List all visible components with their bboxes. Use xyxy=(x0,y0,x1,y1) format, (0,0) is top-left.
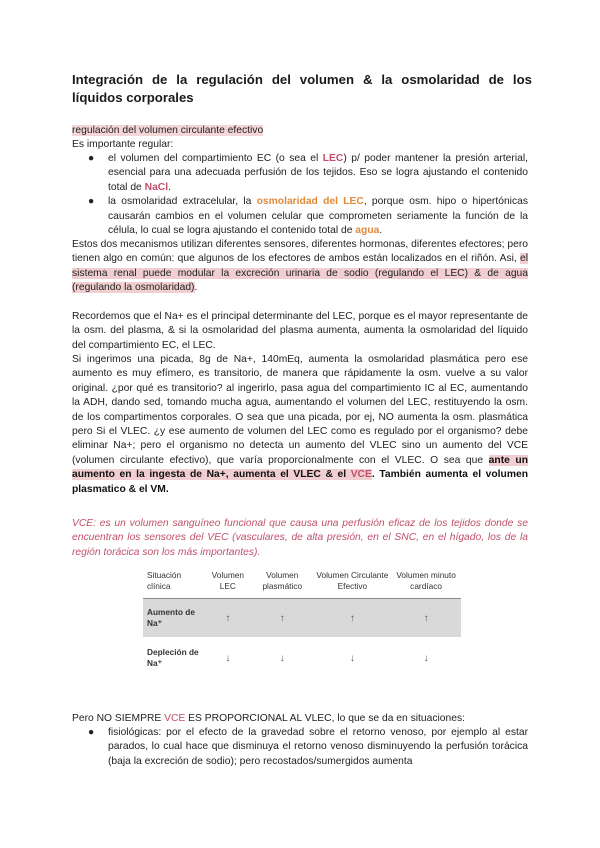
keyword-lec: LEC xyxy=(322,153,344,164)
section-heading-text: regulación del volumen circulante efectivo xyxy=(72,125,264,136)
highlight-renal: el sistema renal puede modular la excreción urinaria de sodio (regulando el LEC) & de agua (regulando la osmolaridad) xyxy=(72,253,528,294)
list-item: ● la osmolaridad extracelular, la osmolaridad del LEC, porque osm. hipo o hipertónicas causarán cambios en el volumen celular que comprometen seriamente la función de la célula, lo cual se logra ajustando el contenido total de agua. xyxy=(88,196,528,237)
arrow-down-icon: ↓ xyxy=(423,652,429,664)
paragraph-mechanisms: Estos dos mecanismos utilizan diferentes sensores, diferentes hormonas, diferentes efectores; pero tienen algo en común: que algunos de los efectores de ambos están localizados en el riñón. Asi, el sistema renal puede modular la excreción urinaria de sodio (regulando el LEC) & de agua (regulando la osmolaridad). xyxy=(72,239,528,294)
arrow-down-icon: ↓ xyxy=(279,652,285,664)
row-label: Aumento de Na⁺ xyxy=(143,599,205,638)
intro-text: Es importante regular: xyxy=(72,139,174,150)
bullet-list-regulation xyxy=(88,152,528,238)
keyword-osmolaridad: osmolaridad del LEC xyxy=(256,196,364,208)
keyword-nacl: NaCl xyxy=(144,181,169,193)
arrow-up-icon: ↑ xyxy=(314,599,392,638)
clinical-table xyxy=(143,568,461,679)
arrow-up-icon: ↑ xyxy=(251,599,314,638)
arrow-up-icon: ↑ xyxy=(205,599,251,638)
row-label: Depleción de Na⁺ xyxy=(147,647,199,668)
bullet-icon: ● xyxy=(88,727,95,738)
paragraph-no-siempre: Pero NO SIEMPRE VCE ES PROPORCIONAL AL VLEC, lo que se da en situaciones: xyxy=(72,713,465,724)
vce-definition: VCE: es un volumen sanguíneo funcional que causa una perfusión eficaz de los tejidos donde se encuentran los sensores del VEC (vasculares, de alta presión, en el SNC, en el hígado, los de la región torácica son los más importantes). xyxy=(72,518,528,558)
arrow-down-icon: ↓ xyxy=(349,652,355,664)
table-row xyxy=(143,599,461,638)
paragraph-sodium: Recordemos que el Na+ es el principal determinante del LEC, porque es el mayor representante de la osm. del plasma, & si la osmolaridad del plasma aumenta, aumenta la osmolaridad del líquido del compartimiento EC, el LEC. xyxy=(72,311,528,351)
table-header: Volumen plasmático xyxy=(262,570,303,591)
keyword-agua: agua xyxy=(355,225,380,237)
arrow-up-icon: ↑ xyxy=(391,599,461,638)
bullet-icon: ● xyxy=(88,153,95,164)
bullet-icon: ● xyxy=(88,196,95,208)
bullet-list-situations xyxy=(88,726,528,769)
arrow-down-icon: ↓ xyxy=(225,652,231,664)
table-header: Volumen Circulante Efectivo xyxy=(316,570,389,591)
table-header: Situación clínica xyxy=(147,570,182,591)
table-header: Volumen LEC xyxy=(211,570,244,591)
list-item: ● el volumen del compartimiento EC (o sea el LEC) p/ poder mantener la presión arterial, esencial para una adecuada perfusión de los tejidos. Eso se logra ajustando el contenido total de NaCl. xyxy=(88,153,529,193)
table-header-row xyxy=(143,568,461,599)
table-header: Volumen minuto cardíaco xyxy=(396,570,456,591)
section-heading xyxy=(72,124,528,138)
keyword-vce-inline: VCE xyxy=(164,713,186,724)
highlight-aumento: ante un aumento en la ingesta de Na+, aumenta el VLEC & el xyxy=(72,454,529,481)
table-row xyxy=(143,637,461,679)
document-title: Integración de la regulación del volumen & la osmolaridad de los líquidos corporales xyxy=(72,72,532,105)
list-item: ● fisiológicas: por el efecto de la gravedad sobre el retorno venoso, por ejemplo al estar parados, lo cual hace que disminuya el retorno venoso disminuyendo la perfusión torácica (baja la excreción de sodio); pero recostados/sumergidos aumenta xyxy=(88,727,528,767)
keyword-vce: VCE xyxy=(350,469,372,481)
paragraph-picada: Si ingerimos una picada, 8g de Na+, 140mEq, aumenta la osmolaridad plasmática pero ese aumento es muy efímero, es transitorio, de manera que rápidamente la osm. vuelve a su valor original. ¿por qué es transitorio? al ingerirlo, pasa agua del compartimiento IC al EC, aumentando la ADH, dando sed, tomando mucha agua, aumentando el volumen del LEC, restituyendo la osm. de los compartimentos corporales. O sea que una picada, por ej, NO aumenta la osm. plasmática pero Si el VLEC. ¿y ese aumento de volumen del LEC como es regulado por el organismo? debe eliminar Na+; pero el organismo no detecta un aumento del VLEC sino un aumento del VCE (volumen circulante efectivo), que varía proporcionalmente con el VLEC. O sea que ante un aumento en la ingesta de Na+, aumenta el VLEC & el VCE. También aumenta el volumen plasmatico & el VM. xyxy=(72,354,529,495)
